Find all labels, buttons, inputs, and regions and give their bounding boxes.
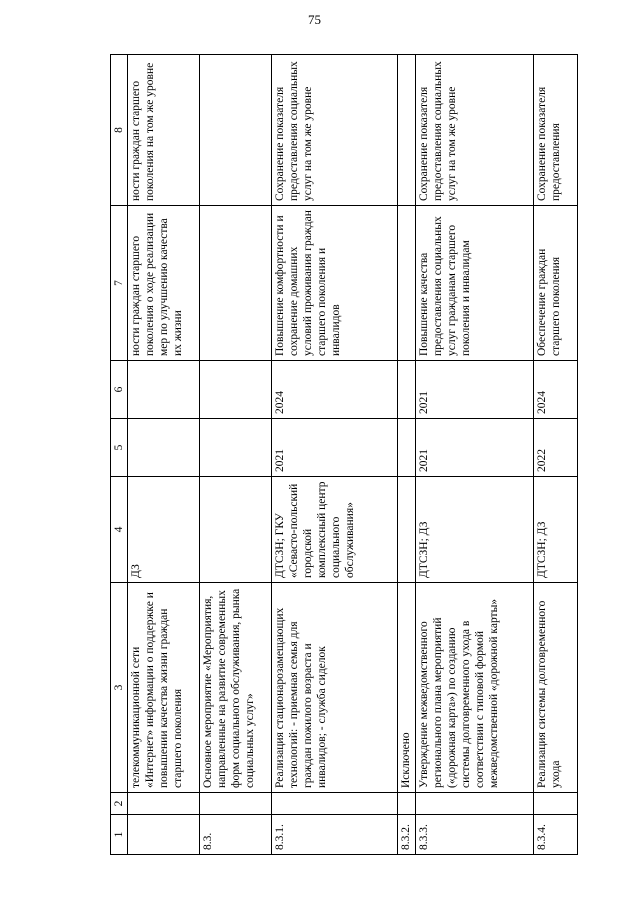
cell-indicator: Сохранение показателя предоставления социальных услуг на том же уровне [272,55,398,206]
header-row [111,55,128,855]
header-cell: 1 [111,815,128,855]
cell-2 [398,793,416,815]
cell-2 [416,793,534,815]
cell-start-year: 2021 [416,419,534,477]
header-cell: 4 [111,477,128,583]
table-row [200,55,272,855]
cell-end-year: 2024 [272,361,398,419]
cell-activity: Исключено [398,583,416,793]
cell-number: 8.3.2. [398,815,416,855]
cell-2 [128,793,200,815]
cell-expected-result: Повышение комфортности и сохранение домашних условий проживания граждан старшего поколения и инвалидов [272,206,398,361]
cell-number: 8.3. [200,815,272,855]
cell-executor: ДТСЗН; ДЗ [416,477,534,583]
cell-executor [398,477,416,583]
cell-number [128,815,200,855]
cell-indicator [398,55,416,206]
cell-number: 8.3.3. [416,815,534,855]
cell-expected-result [200,206,272,361]
cell-2 [200,793,272,815]
cell-2 [272,793,398,815]
cell-indicator: ности граждан старшего поколения на том же уровне [128,55,200,206]
header-cell: 7 [111,206,128,361]
cell-executor [200,477,272,583]
cell-activity: Утверждение межведомственного регионального плана мероприятий («дорожная карта») по созданию системы долговременного ухода в соответствии с типовой формой межведомственной «дорожной карты» [416,583,534,793]
header-cell: 8 [111,55,128,206]
table-row [534,55,578,855]
header-cell: 2 [111,793,128,815]
cell-number: 8.3.1. [272,815,398,855]
page-number: 75 [308,12,321,27]
cell-start-year [128,419,200,477]
cell-end-year [128,361,200,419]
cell-end-year: 2024 [534,361,578,419]
cell-end-year: 2021 [416,361,534,419]
cell-executor: ДТСЗН; ГКУ «Севасто-польский городской комплексный центр социального обслуживания» [272,477,398,583]
cell-2 [534,793,578,815]
cell-number: 8.3.4. [534,815,578,855]
cell-executor: ДТСЗН; ДЗ [534,477,578,583]
cell-expected-result: ности граждан старшего поколения о ходе реализации мер по улучшению качества их жизни [128,206,200,361]
rotated-table-container [110,55,560,855]
cell-start-year: 2022 [534,419,578,477]
cell-expected-result [398,206,416,361]
cell-indicator: Сохранение показателя предоставления [534,55,578,206]
cell-indicator: Сохранение показателя предоставления социальных услуг на том же уровне [416,55,534,206]
table-row [128,55,200,855]
cell-executor: ДЗ [128,477,200,583]
cell-end-year [200,361,272,419]
table-row [272,55,398,855]
header-cell: 6 [111,361,128,419]
cell-activity: телекоммуникационной сети «Интернет» информации о поддержке и повышении качества жизни граждан старшего поколения [128,583,200,793]
header-cell: 3 [111,583,128,793]
program-table [110,54,578,855]
cell-expected-result: Повышение качества предоставления социальных услуг гражданам старшего поколения и инвалидам [416,206,534,361]
cell-activity: Реализация системы долговременного ухода [534,583,578,793]
cell-start-year [200,419,272,477]
cell-start-year [398,419,416,477]
cell-end-year [398,361,416,419]
table-row [398,55,416,855]
cell-expected-result: Обеспечение граждан старшего поколения [534,206,578,361]
table-row [416,55,534,855]
header-cell: 5 [111,419,128,477]
cell-indicator [200,55,272,206]
cell-activity: Основное мероприятие «Мероприятия, направленные на развитие современных форм социального обслуживания, рынка социальных услуг» [200,583,272,793]
cell-activity: Реализация стационарозамещающих технологий: - приемная семья для граждан пожилого возраста и инвалидов; - служба сиделок [272,583,398,793]
cell-start-year: 2021 [272,419,398,477]
